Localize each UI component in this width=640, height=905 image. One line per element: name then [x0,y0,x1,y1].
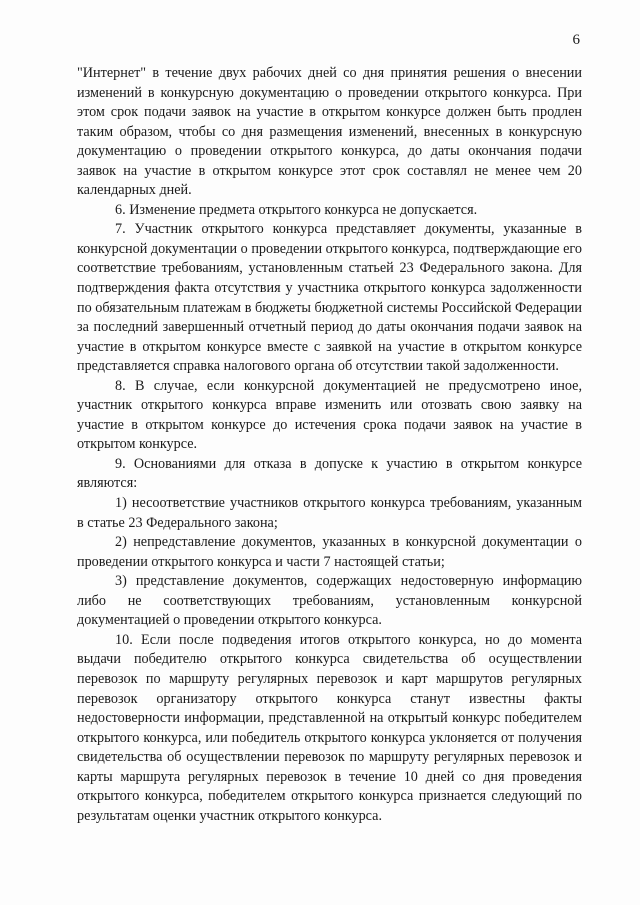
paragraph-6: 6. Изменение предмета открытого конкурса не допускается. [115,201,478,218]
paragraph-10: 10. Если после подведения итогов открытого конкурса, но до момента выдачи победителю открытого конкурса свидетельства об осуществлении перевозок по маршруту регулярных перевозок и карт маршрутов регулярных перевозок организатору открытого конкурса станут известны факты недостоверности информации, представленной на открытый конкурс победителем открытого конкурса, или победитель открытого конкурса уклоняется от получения свидетельства об осуществлении перевозок по маршруту регулярных перевозок и карты маршрута регулярных перевозок в течение 10 дней со дня проведения открытого конкурса, победителем открытого конкурса признается следующий по результатам оценки участник открытого конкурса. [77,631,582,824]
paragraph-9: 9. Основаниями для отказа в допуске к участию в открытом конкурсе являются: [77,455,582,492]
document-body [77,64,582,826]
paragraph-9-item-2: 2) непредставление документов, указанных в конкурсной документации о проведении открытого конкурса и части 7 настоящей статьи; [77,534,582,570]
paragraph-9-item-3: 3) представление документов, содержащих недостоверную информацию либо не соответствующих требованиям, установленным конкурсной документацией о проведении открытого конкурса. [77,573,582,629]
paragraph-9-item-1: 1) несоответствие участников открытого конкурса требованиям, указанным в статье 23 Федерального закона; [77,495,582,531]
paragraph-7: 7. Участник открытого конкурса представляет документы, указанные в конкурсной документации о проведении открытого конкурса, подтверждающие его соответствие требованиям, установленным статьей 23 Федерального закона. Для подтверждения факта отсутствия у участника открытого конкурса задолженности по обязательным платежам в бюджеты бюджетной системы Российской Федерации за последний завершенный отчетный период до даты окончания подачи заявок на участие в открытом конкурсе вместе с заявкой на участие в открытом конкурсе представляется справка налогового органа об отсутствии такой задолженности. [77,221,582,375]
paragraph-8: 8. В случае, если конкурсной документацией не предусмотрено иное, участник открытого конкурса вправе изменить или отозвать свою заявку на участие в открытом конкурсе до истечения срока подачи заявок на участие в открытом конкурсе. [77,377,582,453]
paragraph-continuation: "Интернет" в течение двух рабочих дней со дня принятия решения о внесении изменений в конкурсную документацию о проведении открытого конкурса. При этом срок подачи заявок на участие в открытом конкурсе должен быть продлен таким образом, чтобы со дня размещения изменений, внесенных в конкурсную документацию о проведении открытого конкурса, до даты окончания подачи заявок на участие в открытом конкурсе этот срок составлял не менее чем 20 календарных дней. [77,65,582,199]
page-number: 6 [572,32,580,48]
